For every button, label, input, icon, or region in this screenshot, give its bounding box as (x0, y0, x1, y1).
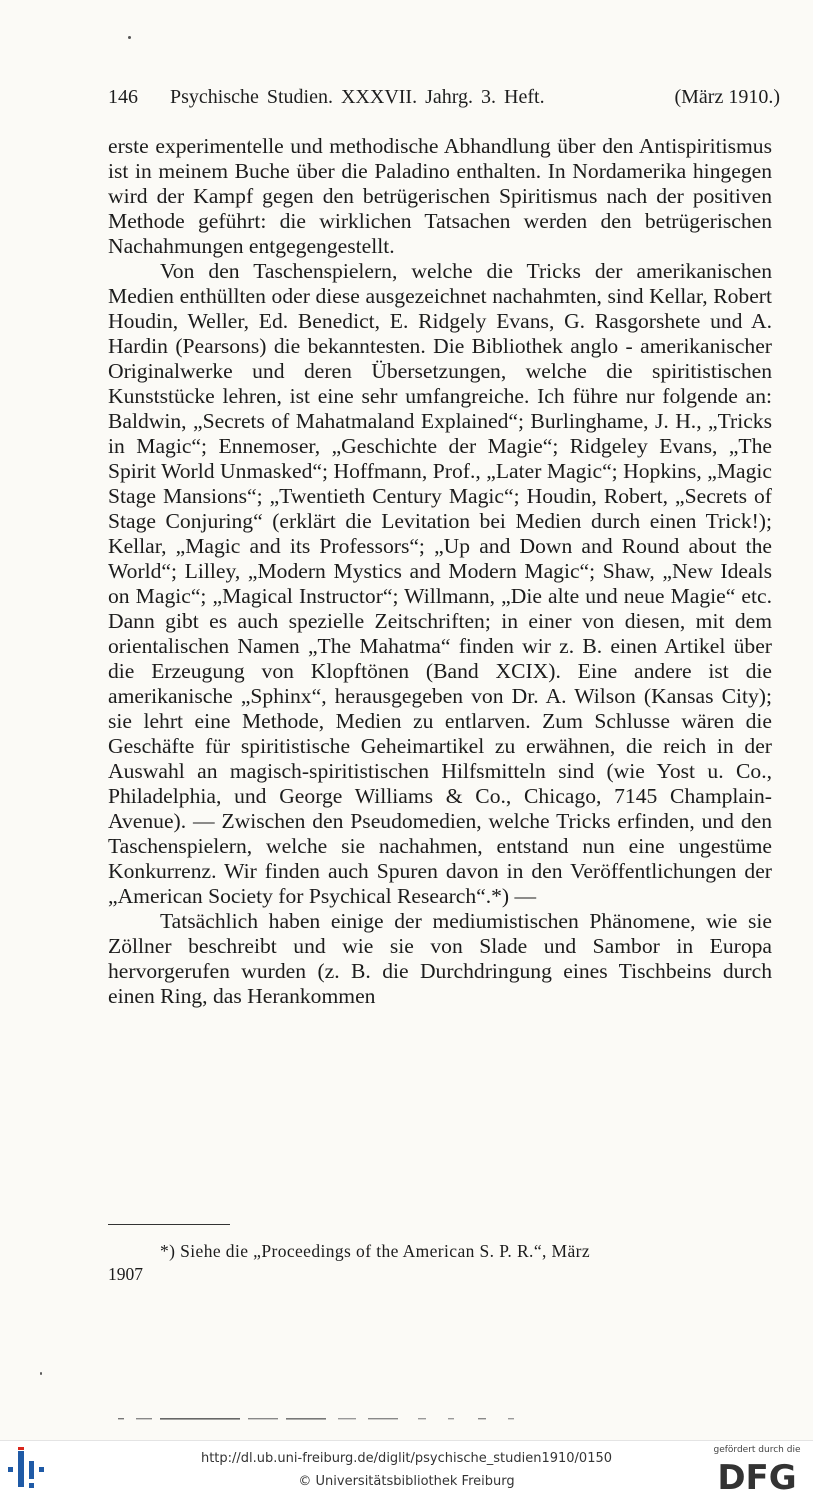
footnote-divider (108, 1224, 230, 1225)
running-header (108, 86, 780, 114)
paragraph-3: Tatsächlich haben einige der mediumistischen Phänomene, wie sie Zöllner beschreibt und wie sie von Slade und Sambor in Europa hervorgerufen wurden (z. B. die Durchdringung eines Tischbeins durch einen Ring, das Herankommen (108, 909, 772, 1008)
journal-title: Psychische Studien. XXXVII. Jahrg. 3. Heft. (170, 86, 545, 108)
main-text (108, 134, 772, 1009)
issue-date: (März 1910.) (674, 86, 780, 108)
dfg-funding-badge[interactable] (709, 1445, 805, 1495)
footnote (108, 1240, 772, 1286)
page-number: 146 (108, 86, 138, 108)
dfg-caption: gefördert durch die (713, 1445, 801, 1455)
paragraph-1: erste experimentelle und methodische Abhandlung über den Antispiritismus ist in meinem Buche über die Paladino enthalten. In Nordamerika hingegen wird der Kampf gegen den betrügerischen Spiritismus nach der positiven Methode geführt: die wirklichen Tatsachen werden den betrügerischen Nachahmungen entgegengestellt. (108, 134, 772, 258)
permalink[interactable]: http://dl.ub.uni-freiburg.de/diglit/psychische_studien1910/0150 (200, 1451, 613, 1466)
scan-speck (128, 36, 131, 39)
copyright-notice: © Universitätsbibliothek Freiburg (298, 1474, 515, 1489)
footnote-line-2: 1907 (108, 1264, 143, 1284)
scan-artifact (118, 1417, 518, 1420)
footnote-line-1: *) Siehe die „Proceedings of the American S. P. R.“, März (160, 1241, 591, 1261)
paragraph-2: Von den Taschenspielern, welche die Tricks der amerikanischen Medien enthüllten oder diese ausgezeichnet nachahmten, sind Kellar, Robert Houdin, Weller, Ed. Benedict, E. Ridgely Evans, G. Rasgorshete und A. Hardin (Pearsons) die bekanntesten. Die Bibliothek anglo - amerikanischer Originalwerke und deren Übersetzungen, welche die spiritistischen Kunststücke lehren, ist eine sehr umfangreiche. Ich führe nur folgende an: Baldwin, „Secrets of Mahatmaland Explained“; Burlinghame, J. H., „Tricks in Magic“; Ennemoser, „Geschichte der Magie“; Ridgeley Evans, „The Spirit World Unmasked“; Hoffmann, Prof., „Later Magic“; Hopkins, „Magic Stage Mansions“; „Twentieth Century Magic“; Houdin, Robert, „Secrets of Stage Conjuring“ (erklärt die Levitation bei Medien durch einen Trick!); Kellar, „Magic and its Professors“; „Up and Down and Round about the World“; Lilley, „Modern Mystics and Modern Magic“; Shaw, „New Ideals on Magic“; „Magical Instructor“; Willmann, „Die alte und neue Magie“ etc. Dann gibt es auch spezielle Zeitschriften; in einer von diesen, mit dem orientalischen Namen „The Mahatma“ finden wir z. B. einen Artikel über die Erzeugung von Klopftönen (Band XCIX). Eine andere ist die amerikanische „Sphinx“, herausgegeben von Dr. A. Wilson (Kansas City); sie lehrt eine Methode, Medien zu entlarven. Zum Schlusse wären die Geschäfte für spiritistische Geheimartikel zu erwähnen, die reich in der Auswahl an magisch-spiritistischen Hilfsmitteln sind (wie Yost u. Co., Philadelphia, und George Williams & Co., Chicago, 7145 Champlain-Avenue). — Zwischen den Pseudomedien, welche Tricks erfinden, und den Taschenspielern, welche sie nachahmen, entstand nun eine ungestüme Konkurrenz. Wir finden auch Spuren davon in den Veröffentlichungen der „American Society for Psychical Research“.*) — (108, 259, 772, 908)
viewer-footer (0, 1440, 813, 1499)
dfg-logo-icon (715, 1458, 799, 1492)
dfg-logo-text: DFG (717, 1458, 797, 1492)
scan-speck (40, 1372, 42, 1375)
